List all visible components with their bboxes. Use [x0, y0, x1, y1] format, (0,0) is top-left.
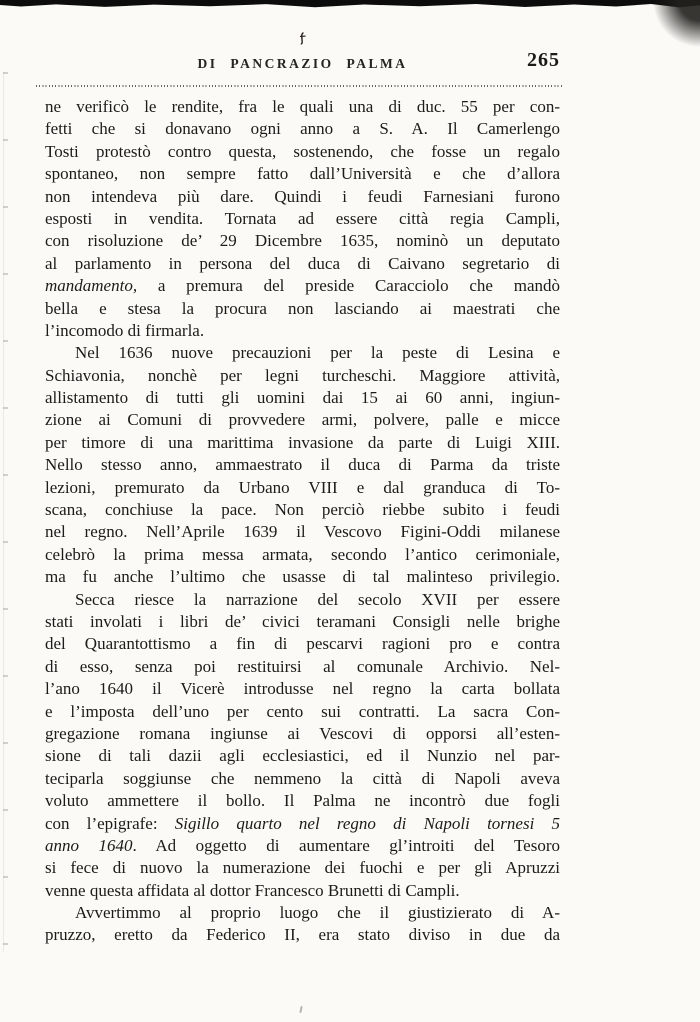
text-segment: e l’imposta dell’uno per cento sui contratti. La sacra Con-: [45, 701, 560, 721]
paragraph: [45, 96, 560, 342]
text-segment: ma fu anche l’ultimo che usasse di tal malinteso privilegio.: [45, 567, 560, 587]
scan-edge-artifact-left: [3, 72, 8, 952]
text-line: [45, 141, 560, 163]
text-segment: lezioni, premurato da Urbano VIII e dal granduca di To-: [45, 477, 560, 497]
text-segment: l’incomodo di firmarla.: [45, 320, 205, 340]
scan-edge-artifact-top: [0, 0, 700, 9]
text-line: [45, 924, 560, 946]
paragraph: [45, 902, 560, 947]
text-segment: gregazione romana ingiunse ai Vescovi di opporsi all’esten-: [45, 723, 560, 743]
paragraph: [45, 589, 560, 902]
text-segment: con l’epigrafe:: [45, 813, 175, 833]
text-line: [45, 835, 560, 857]
text-segment: voluto ammettere il bollo. Il Palma ne incontrò due fogli: [45, 791, 560, 811]
text-line: [45, 544, 560, 566]
text-line: [45, 163, 560, 185]
text-segment: ne verificò le rendite, fra le quali una di duc. 55 per con-: [45, 97, 560, 116]
text-segment: Nello stesso anno, ammaestrato il duca di Parma da triste: [45, 455, 560, 475]
paragraph: [45, 342, 560, 588]
text-segment: Secca riesce la narrazione del secolo XVII per essere: [75, 589, 560, 609]
text-segment: allistamento di tutti gli uomini dai 15 ai 60 anni, ingiun-: [45, 388, 560, 408]
text-line: [45, 589, 560, 611]
text-segment: bella e stesa la procura non lasciando ai maestrati che: [45, 298, 560, 318]
text-line: [45, 611, 560, 633]
text-segment: spontaneo, non sempre fatto dall’Università e che d’allora: [45, 164, 560, 184]
text-line: [45, 208, 560, 230]
text-line: [45, 118, 560, 140]
text-line: [45, 902, 560, 924]
text-line: [45, 566, 560, 588]
text-segment: Tosti protestò contro questa, sostenendo, che fosse un regalo: [45, 141, 560, 161]
text-segment: . Ad oggetto di aumentare gl’introiti del Tesoro: [132, 835, 560, 855]
text-line: [45, 253, 560, 275]
text-line: [45, 633, 560, 655]
text-line: [45, 342, 560, 364]
text-line: [45, 230, 560, 252]
text-line: [45, 365, 560, 387]
text-line: [45, 275, 560, 297]
dotted-rule: [36, 85, 564, 87]
scan-corner-smudge: [654, 0, 700, 52]
text-segment: esposti in vendita. Tornata ad essere città regia Campli,: [45, 208, 560, 228]
text-segment: del Quarantottismo a fin di pescarvi ragioni pro e contra: [45, 634, 560, 654]
text-line: [45, 320, 560, 342]
ink-mark-artifact: [299, 32, 303, 44]
text-segment: stati involati i libri de’ civici teramani Consigli nelle brighe: [45, 611, 560, 631]
text-line: [45, 857, 560, 879]
text-line: [45, 454, 560, 476]
text-line: [45, 656, 560, 678]
text-segment: con risoluzione de’ 29 Dicembre 1635, nominò un deputato: [45, 231, 560, 251]
page-body: [45, 96, 560, 947]
text-segment: a premura del preside Caracciolo che mandò: [137, 276, 560, 296]
italic-text: anno 1640: [45, 835, 133, 855]
text-segment: Nel 1636 nuove precauzioni per la peste di Lesina e: [75, 343, 560, 363]
ink-speck: [299, 1006, 302, 1013]
text-line: [45, 96, 560, 118]
text-line: [45, 678, 560, 700]
text-line: [45, 477, 560, 499]
text-segment: pruzzo, eretto da Federico II, era stato diviso in due da: [45, 925, 560, 945]
text-line: [45, 499, 560, 521]
text-line: [45, 768, 560, 790]
text-segment: non intendeva più dare. Quindi i feudi Farnesiani furono: [45, 186, 560, 206]
text-line: [45, 745, 560, 767]
text-segment: al parlamento in persona del duca di Caivano segretario di: [45, 253, 560, 273]
text-segment: di esso, senza poi restituirsi al comunale Archivio. Nel-: [45, 656, 560, 676]
text-line: [45, 790, 560, 812]
running-head: [45, 49, 560, 74]
text-segment: Avvertimmo al proprio luogo che il giustizierato di A-: [75, 903, 560, 923]
text-line: [45, 813, 560, 835]
text-segment: fetti che si donavano ogni anno a S. A. Il Camerlengo: [45, 119, 560, 139]
text-line: [45, 880, 560, 902]
text-segment: si fece di nuovo la numerazione dei fuochi e per gli Apruzzi: [45, 858, 560, 878]
running-head-title: DI PANCRAZIO PALMA: [197, 56, 408, 71]
text-segment: venne questa affidata al dottor Francesco Brunetti di Campli.: [45, 880, 460, 900]
page-number: 265: [527, 49, 560, 71]
text-segment: celebrò la prima messa armata, secondo l’antico cerimoniale,: [45, 544, 560, 564]
text-line: [45, 432, 560, 454]
text-line: [45, 723, 560, 745]
text-line: [45, 701, 560, 723]
text-line: [45, 186, 560, 208]
text-segment: scana, conchiuse la pace. Non perciò riebbe subito i feudi: [45, 500, 560, 520]
text-segment: zione ai Comuni di provvedere armi, polvere, palle e micce: [45, 410, 560, 430]
text-line: [45, 298, 560, 320]
text-line: [45, 521, 560, 543]
text-segment: teciparla soggiunse che nemmeno la città di Napoli aveva: [45, 768, 560, 788]
text-segment: nel regno. Nell’Aprile 1639 il Vescovo Figini-Oddi milanese: [45, 522, 560, 542]
text-line: [45, 387, 560, 409]
text-line: [45, 409, 560, 431]
italic-text: mandamento,: [45, 276, 138, 296]
text-segment: sione di tali dazii agli ecclesiastici, ed il Nunzio nel par-: [45, 746, 560, 766]
text-segment: per timore di una marittima invasione da parte di Luigi XIII.: [45, 432, 560, 452]
italic-text: Sigillo quarto nel regno di Napoli tornesi 5: [174, 813, 560, 833]
text-segment: Schiavonia, nonchè per legni turcheschi. Maggiore attività,: [45, 365, 560, 385]
text-segment: l’ano 1640 il Vicerè introdusse nel regno la carta bollata: [45, 679, 560, 699]
